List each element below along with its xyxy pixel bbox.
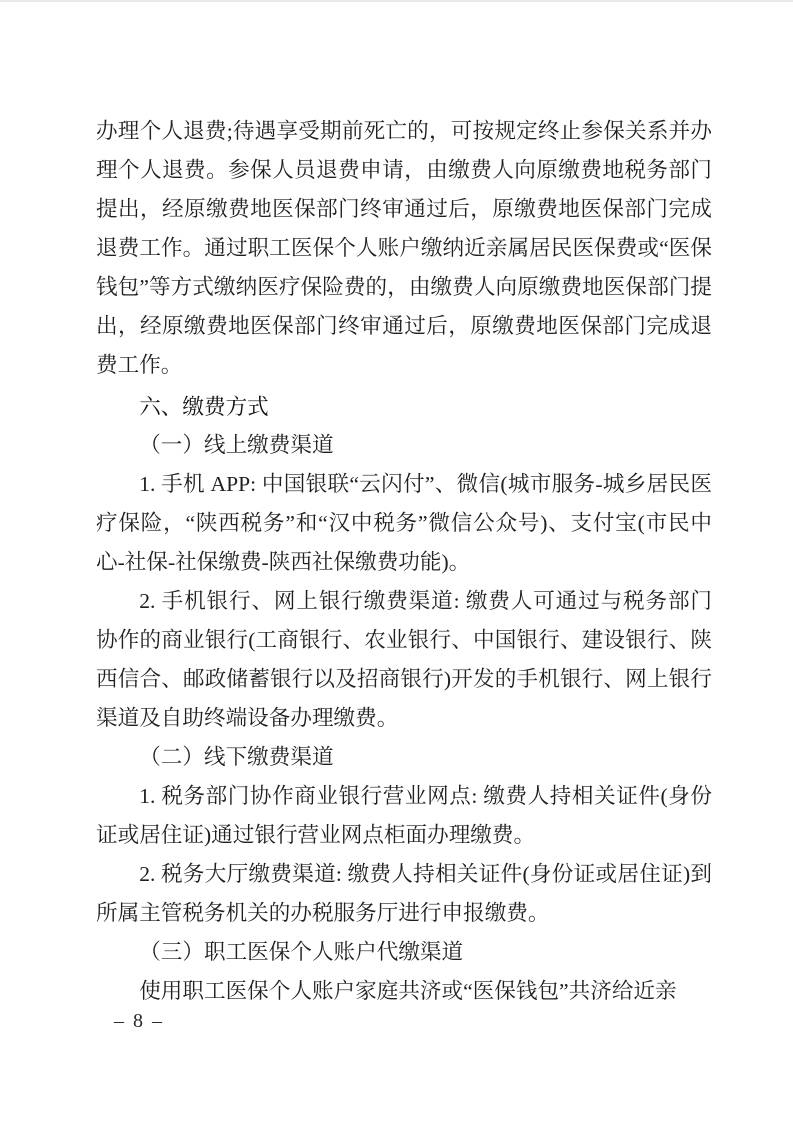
paragraph-bank-branch-counter: 1. 税务部门协作商业银行营业网点: 缴费人持相关证件(身份证或居住证)通过银行营业网点柜面办理缴费。: [96, 784, 712, 847]
subsection-heading-personal-account-channel: （三）职工医保个人账户代缴渠道: [139, 940, 464, 964]
paragraph-mobile-online-banking: 2. 手机银行、网上银行缴费渠道: 缴费人可通过与税务部门协作的商业银行(工商银行、农业银行、中国银行、建设银行、陕西信合、邮政储蓄银行以及招商银行)开发的手机银行、网上银行渠道及自助终端设备办理缴费。: [96, 589, 712, 730]
section-heading-payment-methods: 六、缴费方式: [139, 394, 269, 419]
paragraph-refund-procedure: 办理个人退费;待遇享受期前死亡的，可按规定终止参保关系并办理个人退费。参保人员退费申请，由缴费人向原缴费地税务部门提出，经原缴费地医保部门终审通过后，原缴费地医保部门完成退费工作。通过职工医保个人账户缴纳近亲属居民医保费或“医保钱包”等方式缴纳医疗保险费的，由缴费人向原缴费地医保部门提出，经原缴费地医保部门终审通过后，原缴费地医保部门完成退费工作。: [96, 119, 712, 377]
subsection-heading-offline-channels: （二）线下缴费渠道: [139, 745, 334, 769]
paragraph-mobile-app-channels: 1. 手机 APP: 中国银联“云闪付”、微信(城市服务-城乡居民医疗保险，“陕西税务”和“汉中税务”微信公众号)、支付宝(市民中心-社保-社保缴费-陕西社保缴费功能)。: [96, 472, 712, 574]
paragraph-tax-service-hall: 2. 税务大厅缴费渠道: 缴费人持相关证件(身份证或居住证)到所属主管税务机关的办税服务厅进行申报缴费。: [96, 862, 712, 925]
subsection-heading-online-channels: （一）线上缴费渠道: [139, 433, 334, 457]
page-number: – 8 –: [114, 1010, 164, 1032]
document-text-area: [96, 112, 712, 1011]
paragraph-family-shared-account: 使用职工医保个人账户家庭共济或“医保钱包”共济给近亲: [139, 979, 677, 1003]
